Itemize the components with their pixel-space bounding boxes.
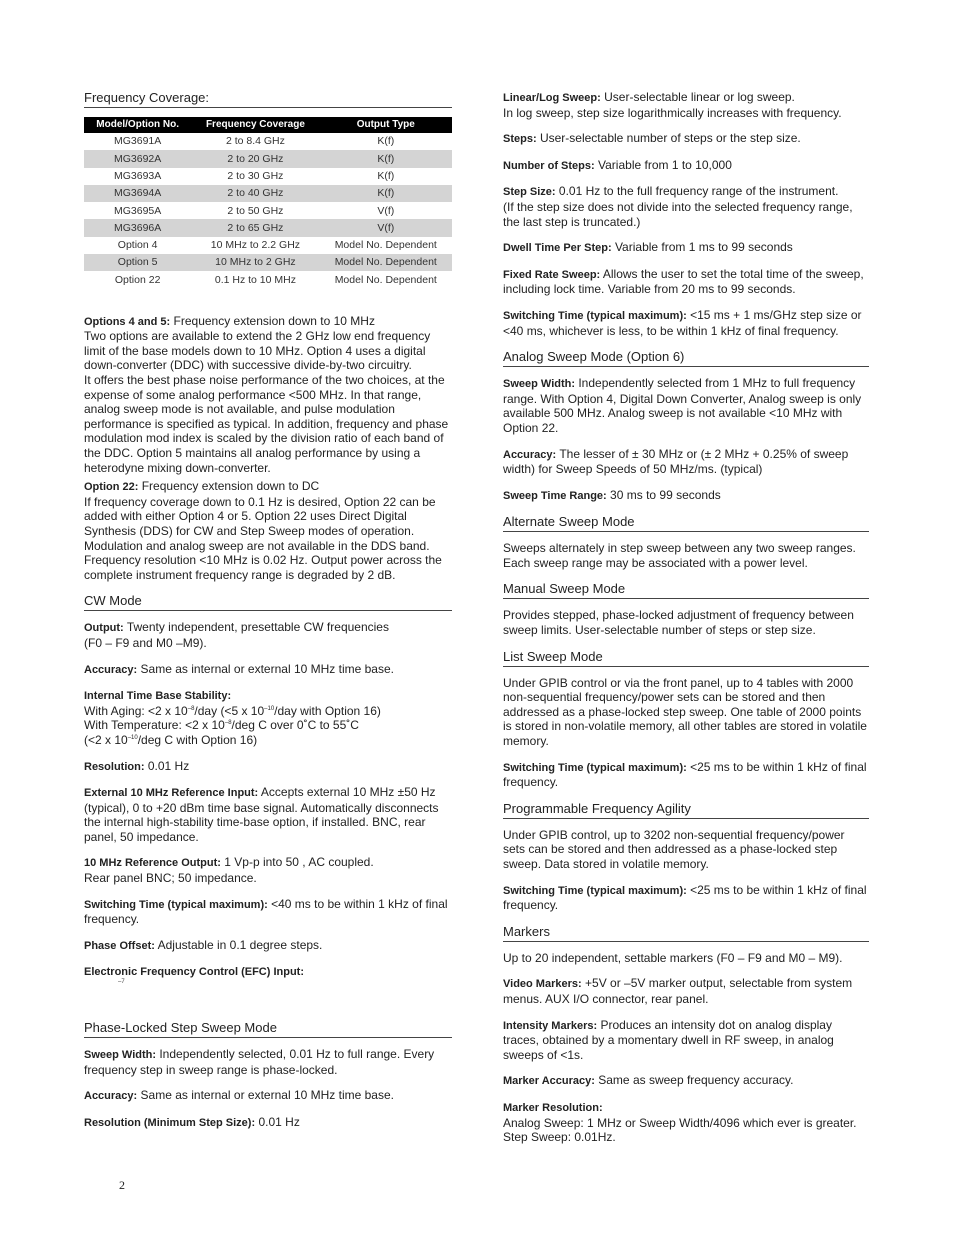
table-cell: MG3693A xyxy=(114,169,162,182)
table-row xyxy=(84,185,452,202)
option-22-heading: Frequency extension down to DC xyxy=(138,479,320,494)
temperature-text: With Temperature: <2 x 10 xyxy=(84,718,225,733)
column-header: Output Type xyxy=(320,117,452,133)
efc-input-label: Electronic Frequency Control (EFC) Input: xyxy=(84,966,305,979)
time-base-stability-label: Internal Time Base Stability: xyxy=(84,690,232,703)
pl-sweep-width-text: Independently selected, 0.01 Hz to full range. Every frequency step in sweep range is phase-locked. xyxy=(84,1047,435,1077)
table-cell: 2 to 50 GHz xyxy=(227,204,284,217)
list-switching-time-label: Switching Time (typical maximum): xyxy=(503,761,687,774)
resolution-spec xyxy=(84,759,452,775)
accuracy-label: Accuracy: xyxy=(84,663,138,676)
step-size-label: Step Size: xyxy=(503,186,556,199)
programmable-frequency-agility-heading: Programmable Frequency Agility xyxy=(503,801,869,819)
option-22-paragraph xyxy=(84,479,452,582)
linear-log-sweep-text-2: In log sweep, step size logarithmically increases with frequency. xyxy=(503,105,842,120)
column-header: Model/Option No. xyxy=(84,117,191,133)
marker-resolution-label: Marker Resolution: xyxy=(503,1101,603,1114)
table-cell: MG3695A xyxy=(114,204,162,217)
frequency-coverage-table xyxy=(84,117,452,289)
exponent: –8 xyxy=(224,720,232,727)
pl-resolution-label: Resolution (Minimum Step Size): xyxy=(84,1116,256,1129)
reference-output-text-2: Rear panel BNC; 50 impedance. xyxy=(84,871,257,886)
table-row xyxy=(84,271,452,288)
phase-offset-spec xyxy=(84,938,452,954)
pfa-text: Under GPIB control, up to 3202 non-sequential frequency/power sets can be stored and then addressed as a phase-locked step sweep. Data stored in volatile memory. xyxy=(503,827,845,871)
table-cell: K(f) xyxy=(377,135,395,148)
pfa-switching-time-label: Switching Time (typical maximum): xyxy=(503,884,687,897)
external-reference-text: Accepts external 10 MHz ±50 Hz (typical), 0 to +20 dBm time base signal. Automatically disconnects the internal high-stability time-base option, if installed. BNC, rear panel, 50 impedance. xyxy=(84,785,439,844)
switching-time-text: <40 ms to be within 1 kHz of final frequency. xyxy=(84,896,448,927)
table-cell: K(f) xyxy=(377,169,395,182)
list-switching-time-spec xyxy=(503,760,869,790)
reference-output-text: 1 Vp-p into 50 , AC coupled. xyxy=(220,855,374,870)
table-row xyxy=(84,133,452,150)
intensity-markers-label: Intensity Markers: xyxy=(503,1019,598,1032)
manual-sweep-mode-heading: Manual Sweep Mode xyxy=(503,581,869,599)
marker-accuracy-spec xyxy=(503,1073,869,1089)
table-cell: 2 to 65 GHz xyxy=(191,219,319,236)
output-label: Output: xyxy=(84,622,124,635)
phase-offset-label: Phase Offset: xyxy=(84,939,155,952)
table-cell: MG3691A xyxy=(114,135,162,148)
table-row xyxy=(84,219,452,236)
linear-log-sweep-label: Linear/Log Sweep: xyxy=(503,92,601,104)
list-sweep-mode-heading: List Sweep Mode xyxy=(503,649,869,667)
steps-spec xyxy=(503,131,869,147)
step-switching-time-text: <15 ms + 1 ms/GHz step size or <40 ms, whichever is less, to be within 1 kHz of final frequency. xyxy=(503,307,862,338)
table-cell: 10 MHz to 2 GHz xyxy=(191,254,319,271)
analog-sweep-width-spec xyxy=(503,376,869,435)
pl-accuracy-label: Accuracy: xyxy=(84,1090,138,1103)
step-switching-time-spec xyxy=(503,308,869,338)
output-text-2: (F0 – F9 and M0 –M9). xyxy=(84,635,207,650)
table-cell: Option 4 xyxy=(117,239,158,252)
list-sweep-text: Under GPIB control or via the front panel, up to 4 tables with 2000 non-sequential frequency/power sets can be stored and then addressed as a phase-locked step sweep. One table of 2000 points is stored in non-volatile memory, all other tables are stored in volatile memory. xyxy=(503,675,867,749)
table-cell: MG3692A xyxy=(84,150,191,167)
table-cell: K(f) xyxy=(320,185,452,202)
external-reference-spec xyxy=(84,785,452,844)
table-row xyxy=(84,168,452,185)
accuracy-spec xyxy=(84,662,452,678)
table-cell: Model No. Dependent xyxy=(320,254,452,271)
temperature-text-2: /deg C with Option 16) xyxy=(137,732,258,747)
accuracy-text: Same as internal or external 10 MHz time base. xyxy=(137,661,394,676)
page-number: 2 xyxy=(119,1178,125,1192)
markers-text: Up to 20 independent, settable markers (F0 – F9 and M0 – M9). xyxy=(503,950,843,965)
options-4-5-body-2: It offers the best phase noise performance of the two choices, at the expense of some analog performance <500 MHz. In that range, analog sweep mode is not available, and pulse modulation performance is specified as typical. In addition, frequency and phase modulation mod index is scaled by the division ratio of each band of the DDC. Option 5 maintains all analog performance by using a heterodyne mixing down-converter. xyxy=(84,373,449,475)
temperature-text-2: (<2 x 10 xyxy=(84,732,128,747)
marker-resolution-text: Analog Sweep: 1 MHz or Sweep Width/4096 which ever is greater. xyxy=(503,1115,857,1130)
sweep-time-range-text: 30 ms to 99 seconds xyxy=(606,487,721,502)
exponent: –10 xyxy=(264,705,275,712)
exponent: –8 xyxy=(187,705,195,712)
output-spec xyxy=(84,620,452,650)
fixed-rate-sweep-label: Fixed Rate Sweep: xyxy=(503,268,601,281)
step-size-text-2: (If the step size does not divide into the selected frequency range, the last step is truncated.) xyxy=(503,199,853,229)
video-markers-spec xyxy=(503,976,869,1006)
dwell-time-label: Dwell Time Per Step: xyxy=(503,242,612,255)
table-cell: Model No. Dependent xyxy=(334,239,437,252)
analog-accuracy-text: The lesser of ± 30 MHz or (± 2 MHz + 0.25% of sweep width) for Sweep Speeds of 50 MHz/ms. (typical) xyxy=(503,446,849,477)
sweep-time-range-spec xyxy=(503,488,869,504)
sweep-time-range-label: Sweep Time Range: xyxy=(503,489,607,502)
temperature-text: /deg C over 0˚C to 55˚C xyxy=(231,718,359,733)
aging-text: /day (<5 x 10 xyxy=(194,703,265,718)
analog-sweep-width-text: Independently selected from 1 MHz to full frequency range. With Option 4, Digital Down Converter, Analog sweep is only available 500 MHz. Analog sweep is not available <10 MHz with Option 22. xyxy=(503,376,862,435)
pl-sweep-width-label: Sweep Width: xyxy=(84,1049,157,1062)
marker-resolution-text-2: Step Sweep: 0.01Hz. xyxy=(503,1130,616,1145)
pfa-switching-time-spec xyxy=(503,883,869,913)
manual-sweep-text: Provides stepped, phase-locked adjustment of frequency between sweep limits. User-selectable number of steps or step size. xyxy=(503,608,854,638)
pl-sweep-width-spec xyxy=(84,1047,452,1077)
table-cell: Model No. Dependent xyxy=(334,273,437,286)
fixed-rate-sweep-spec xyxy=(503,267,869,297)
table-cell: 2 to 40 GHz xyxy=(191,185,319,202)
pfa-switching-time-text: <25 ms to be within 1 kHz of final frequency. xyxy=(503,882,867,913)
pl-accuracy-spec xyxy=(84,1088,452,1104)
frequency-coverage-heading: Frequency Coverage: xyxy=(84,90,452,108)
table-cell: Option 5 xyxy=(84,254,191,271)
steps-label: Steps: xyxy=(503,133,537,146)
number-of-steps-text: Variable from 1 to 10,000 xyxy=(594,157,732,172)
pl-resolution-spec xyxy=(84,1115,452,1131)
analog-sweep-width-label: Sweep Width: xyxy=(503,378,576,391)
cw-mode-heading: CW Mode xyxy=(84,593,452,611)
table-cell: Option 22 xyxy=(114,273,161,286)
right-column xyxy=(503,90,869,1156)
step-size-text: 0.01 Hz to the full frequency range of the instrument. xyxy=(555,184,839,199)
table-cell: K(f) xyxy=(320,150,452,167)
reference-output-spec xyxy=(84,855,452,885)
aging-text: With Aging: <2 x 10 xyxy=(84,703,188,718)
dwell-time-spec xyxy=(503,240,869,256)
table-row xyxy=(84,202,452,219)
video-markers-label: Video Markers: xyxy=(503,978,582,991)
analog-accuracy-spec xyxy=(503,447,869,477)
table-cell: MG3694A xyxy=(84,185,191,202)
step-switching-time-label: Switching Time (typical maximum): xyxy=(503,309,687,322)
table-row xyxy=(84,150,452,167)
step-size-spec xyxy=(503,184,869,229)
options-4-5-body: Two options are available to extend the 2 GHz low end frequency limit of the base models down to 10 MHz. Option 4 uses a digital down-converter (DDC) with successive divide-by-two circuitry. xyxy=(84,329,431,373)
aging-text: /day with Option 16) xyxy=(274,703,381,718)
external-reference-label: External 10 MHz Reference Input: xyxy=(84,787,259,800)
pl-accuracy-text: Same as internal or external 10 MHz time base. xyxy=(137,1088,394,1103)
marker-accuracy-text: Same as sweep frequency accuracy. xyxy=(594,1073,794,1088)
switching-time-spec xyxy=(84,897,452,927)
options-4-5-heading: Frequency extension down to 10 MHz xyxy=(170,313,375,328)
resolution-text: 0.01 Hz xyxy=(144,758,190,773)
linear-log-sweep-spec xyxy=(503,90,869,120)
linear-log-sweep-text: User-selectable linear or log sweep. xyxy=(600,90,795,104)
left-column xyxy=(84,90,452,1141)
table-cell: 0.1 Hz to 10 MHz xyxy=(214,273,296,286)
option-22-label: Option 22: xyxy=(84,481,139,494)
output-text: Twenty independent, presettable CW frequencies xyxy=(123,620,389,635)
efc-exponent-fragment: –7 xyxy=(118,979,125,986)
options-4-5-label: Options 4 and 5: xyxy=(84,315,171,328)
fixed-rate-sweep-text: Allows the user to set the total time of the sweep, including lock time. Variable from 20 ms to 99 seconds. xyxy=(503,266,864,297)
dwell-time-text: Variable from 1 ms to 99 seconds xyxy=(611,240,793,255)
exponent: –10 xyxy=(127,734,138,741)
table-header-row xyxy=(84,117,452,133)
markers-heading: Markers xyxy=(503,924,869,942)
intensity-markers-text: Produces an intensity dot on analog display traces, obtained by a momentary dwell in RF sweep, in analog sweeps of <1s. xyxy=(503,1017,834,1062)
column-header: Frequency Coverage xyxy=(191,117,319,133)
table-row xyxy=(84,237,452,254)
switching-time-label: Switching Time (typical maximum): xyxy=(84,898,268,911)
alternate-sweep-mode-heading: Alternate Sweep Mode xyxy=(503,514,869,532)
reference-output-label: 10 MHz Reference Output: xyxy=(84,857,221,870)
table-cell: 2 to 8.4 GHz xyxy=(225,135,285,148)
analog-sweep-mode-heading: Analog Sweep Mode (Option 6) xyxy=(503,349,869,367)
options-4-5-paragraph xyxy=(84,314,452,476)
option-22-body: If frequency coverage down to 0.1 Hz is desired, Option 22 can be added with either Option 4 or 5. Option 22 uses Direct Digital Synthesis (DDS) for CW and Step Sweep modes of operation. Modulation and analog sweep are not available in the DDS band. Frequency resolution <10 MHz is 0.02 Hz. Output power across the complete instrument frequency range is degraded by 2 dB. xyxy=(84,494,442,582)
resolution-label: Resolution: xyxy=(84,760,145,773)
table-cell: 10 MHz to 2.2 GHz xyxy=(210,239,301,252)
intensity-markers-spec xyxy=(503,1018,869,1063)
number-of-steps-spec xyxy=(503,158,869,174)
pl-resolution-text: 0.01 Hz xyxy=(255,1114,300,1129)
marker-resolution-spec xyxy=(503,1100,869,1145)
time-base-stability-spec xyxy=(84,688,452,747)
table-cell: MG3696A xyxy=(84,219,191,236)
phase-locked-step-sweep-heading: Phase-Locked Step Sweep Mode xyxy=(84,1020,452,1038)
phase-offset-text: Adjustable in 0.1 degree steps. xyxy=(154,937,323,952)
alternate-sweep-text: Sweeps alternately in step sweep between any two sweep ranges. Each sweep range may be associated with a power level. xyxy=(503,541,856,570)
steps-text: User-selectable number of steps or the step size. xyxy=(536,131,801,146)
table-cell: 2 to 20 GHz xyxy=(191,150,319,167)
list-switching-time-text: <25 ms to be within 1 kHz of final frequency. xyxy=(503,759,867,790)
video-markers-text: +5V or –5V marker output, selectable from system menus. AUX I/O connector, rear panel. xyxy=(503,976,853,1006)
table-cell: V(f) xyxy=(377,204,395,217)
analog-accuracy-label: Accuracy: xyxy=(503,448,557,461)
table-cell: V(f) xyxy=(320,219,452,236)
table-row xyxy=(84,254,452,271)
table-cell: 2 to 30 GHz xyxy=(227,169,284,182)
number-of-steps-label: Number of Steps: xyxy=(503,159,595,172)
marker-accuracy-label: Marker Accuracy: xyxy=(503,1075,595,1088)
